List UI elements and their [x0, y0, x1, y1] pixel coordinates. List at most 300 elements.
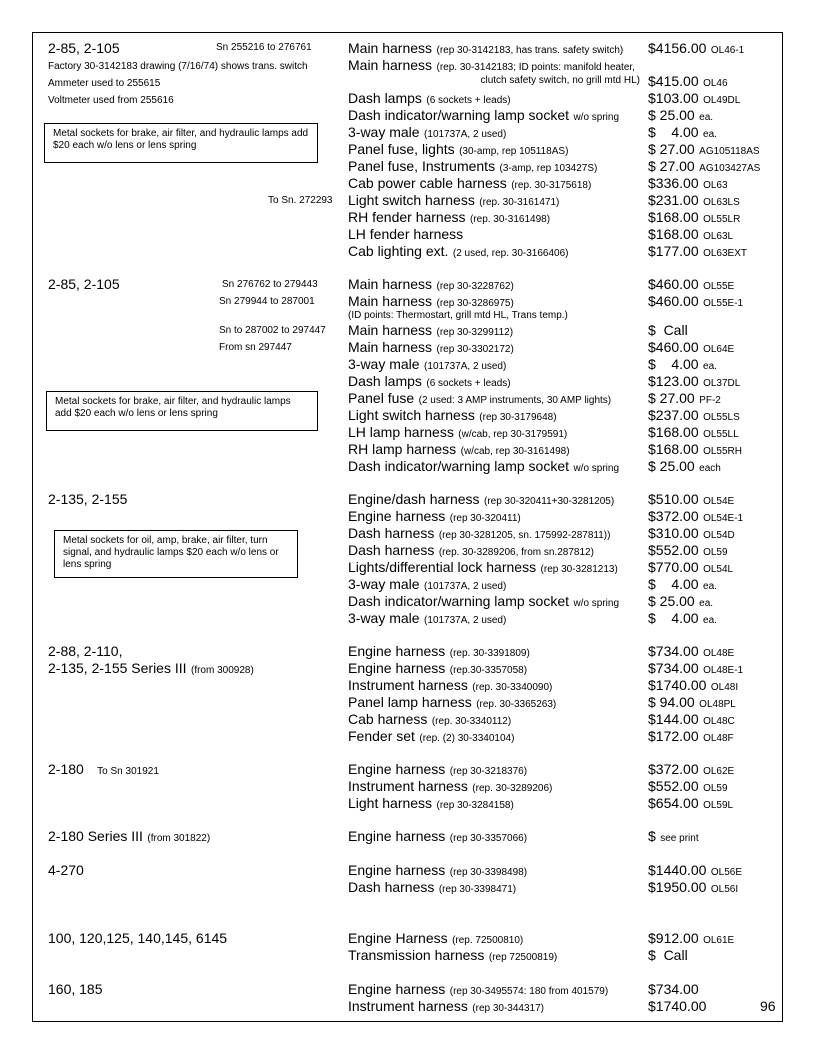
item-price: $ 4.00	[648, 610, 699, 626]
item-detail: (w/cab, rep 30-3179591)	[458, 429, 568, 440]
item-row	[348, 526, 610, 542]
item-code: OL59L	[703, 800, 734, 811]
item-price: $ 27.00	[648, 141, 695, 157]
item-detail: w/o spring	[573, 112, 620, 123]
item-detail: (w/cab, rep 30-3161498)	[460, 446, 570, 457]
item-row	[348, 294, 514, 310]
item-price-cell	[648, 108, 713, 124]
item-price-cell	[648, 880, 738, 896]
item-price: $231.00	[648, 192, 699, 208]
item-row	[348, 244, 569, 260]
item-name: Light harness	[348, 795, 433, 811]
item-detail: w/o spring	[573, 463, 620, 474]
item-price-cell	[648, 779, 728, 795]
item-price-cell	[648, 999, 706, 1015]
item-name: Light switch harness	[348, 192, 475, 208]
item-code: PF-2	[699, 395, 721, 406]
item-price: $460.00	[648, 276, 699, 292]
item-price: $654.00	[648, 795, 699, 811]
item-price: $ 25.00	[648, 458, 695, 474]
item-code: OL55E-1	[703, 298, 744, 309]
item-price-cell	[648, 442, 742, 458]
item-detail: (101737A, 2 used)	[424, 615, 507, 626]
item-detail: (rep 30-320411)	[449, 513, 521, 524]
item-price: $770.00	[648, 559, 699, 575]
item-row	[348, 661, 527, 677]
item-row	[348, 391, 611, 407]
item-row	[348, 357, 506, 373]
item-price-cell	[648, 577, 717, 593]
item-price-cell	[648, 41, 744, 57]
item-price: $372.00	[648, 761, 699, 777]
item-code: OL59	[703, 547, 728, 558]
item-detail-continued: (ID points: Thermostart, grill mtd HL, Trans temp.)	[348, 310, 568, 321]
item-price-cell	[648, 611, 717, 627]
item-price: $1740.00	[648, 998, 707, 1014]
item-price: $177.00	[648, 243, 699, 259]
item-row	[348, 644, 530, 660]
item-price: $734.00	[648, 660, 699, 676]
item-name: Engine harness	[348, 643, 446, 659]
item-name: Dash harness	[348, 879, 435, 895]
item-code: OL37DL	[703, 378, 741, 389]
item-name: RH fender harness	[348, 209, 466, 225]
item-price-cell	[648, 644, 734, 660]
item-price-cell	[648, 159, 760, 175]
item-code: OL49DL	[703, 95, 741, 106]
item-name: Transmission harness	[348, 947, 485, 963]
item-row	[348, 58, 635, 74]
item-price: $ Call	[648, 322, 688, 338]
item-price: $510.00	[648, 491, 699, 507]
item-code: OL61E	[703, 935, 735, 946]
item-name: Dash indicator/warning lamp socket	[348, 593, 569, 609]
item-row	[348, 509, 521, 525]
item-row	[348, 999, 544, 1015]
item-name: Dash lamps	[348, 90, 422, 106]
item-row	[348, 492, 614, 508]
item-price: $552.00	[648, 542, 699, 558]
item-price: $123.00	[648, 373, 699, 389]
section-1-note: Voltmeter used from 255616	[48, 95, 174, 106]
item-detail: (rep 30-3398498)	[449, 867, 528, 878]
item-name: Instrument harness	[348, 998, 468, 1014]
section-6-models: 2-180 Series III	[48, 828, 143, 844]
item-name: Cab harness	[348, 711, 428, 727]
item-name: Engine harness	[348, 508, 446, 524]
item-detail: (rep. 30-3142183; ID points: manifold heater,	[436, 62, 635, 73]
item-price: $ 4.00	[648, 356, 699, 372]
item-name: Dash indicator/warning lamp socket	[348, 458, 569, 474]
item-price-cell	[648, 91, 740, 107]
section-8-models: 100, 120,125, 140,145, 6145	[48, 930, 228, 946]
item-code: ea.	[703, 361, 717, 372]
item-price-cell	[648, 193, 740, 209]
item-price: $ 94.00	[648, 694, 695, 710]
item-row	[348, 829, 527, 845]
item-price-cell	[648, 142, 760, 158]
item-name: Engine harness	[348, 828, 446, 844]
item-price-cell	[648, 340, 734, 356]
item-code: OL64E	[703, 344, 735, 355]
item-code: ea.	[699, 112, 714, 123]
item-name: LH lamp harness	[348, 424, 454, 440]
item-price-cell	[648, 729, 734, 745]
item-code: OL56E	[710, 867, 742, 878]
item-price: $734.00	[648, 981, 699, 997]
item-name: Main harness	[348, 293, 433, 309]
item-detail: (rep 30-3281213)	[540, 564, 618, 575]
item-code: OL55LS	[703, 412, 740, 423]
item-name: Instrument harness	[348, 778, 468, 794]
item-code: each	[699, 463, 721, 474]
section-2-serial-range: From sn 297447	[219, 342, 292, 353]
item-detail: (rep 30-3286975)	[436, 298, 514, 309]
item-price: $415.00	[648, 73, 699, 89]
item-price-cell	[648, 695, 736, 711]
item-detail: (rep. 72500810)	[452, 935, 524, 946]
section-1-note: Ammeter used to 255615	[48, 78, 161, 89]
item-price-cell	[648, 391, 721, 407]
item-price-cell	[648, 526, 735, 542]
item-detail: (2 used, rep. 30-3166406)	[452, 248, 569, 259]
item-price: $1950.00	[648, 879, 707, 895]
section-5-models-line	[48, 762, 159, 778]
item-row	[348, 108, 619, 124]
item-code: OL55LR	[703, 214, 741, 225]
item-name: Cab lighting ext.	[348, 243, 449, 259]
section-4-models-line2	[48, 661, 254, 677]
item-detail: (3-amp, rep 103427S)	[499, 163, 598, 174]
item-row	[348, 779, 552, 795]
item-name: Instrument harness	[348, 677, 468, 693]
item-detail: (rep. 30-3340112)	[431, 716, 512, 727]
item-price: $912.00	[648, 930, 699, 946]
item-name: 3-way male	[348, 124, 420, 140]
item-price: $734.00	[648, 643, 699, 659]
item-row	[348, 695, 556, 711]
item-code: OL48C	[703, 716, 735, 727]
section-6-serial-note: (from 301822)	[147, 833, 211, 844]
item-row	[348, 796, 514, 812]
item-detail: (rep. 30-3289206, from sn.287812)	[438, 547, 594, 558]
item-price-cell	[648, 762, 734, 778]
item-name: Panel fuse, lights	[348, 141, 455, 157]
item-code: OL55E	[703, 281, 735, 292]
section-2-models: 2-85, 2-105	[48, 276, 120, 292]
item-code: OL48I	[710, 682, 739, 693]
item-row	[348, 425, 567, 441]
item-price-cell	[648, 244, 747, 260]
item-detail: (rep. 30-3340090)	[472, 682, 553, 693]
section-5-models: 2-180	[48, 761, 84, 777]
item-row	[348, 91, 511, 107]
item-price-cell	[648, 323, 688, 339]
item-name: 3-way male	[348, 576, 420, 592]
section-1-note: Factory 30-3142183 drawing (7/16/74) shows trans. switch	[48, 61, 308, 72]
item-price: $168.00	[648, 424, 699, 440]
section-3-models: 2-135, 2-155	[48, 491, 128, 507]
item-code: OL55RH	[703, 446, 742, 457]
item-detail: (rep 30-3179648)	[479, 412, 557, 423]
item-name: Dash harness	[348, 542, 435, 558]
item-detail: (rep 30-3299112)	[436, 327, 514, 338]
item-detail: (rep 30-3302172)	[436, 344, 514, 355]
item-row	[348, 611, 506, 627]
item-detail: (rep 30-3357066)	[449, 833, 528, 844]
item-price: $168.00	[648, 209, 699, 225]
item-detail: (rep 30-3281205, sn. 175992-287811))	[438, 530, 611, 541]
item-name: LH fender harness	[348, 226, 464, 242]
item-code: OL56I	[710, 884, 739, 895]
item-row	[348, 193, 559, 209]
item-price-cell	[648, 594, 713, 610]
item-detail: (rep. 30-3161471)	[479, 197, 560, 208]
item-price-cell	[648, 982, 699, 998]
item-name: 3-way male	[348, 610, 420, 626]
item-price-cell	[648, 277, 734, 293]
item-code: OL48E-1	[703, 665, 744, 676]
section-4-models-name: 2-135, 2-155 Series III	[48, 660, 187, 676]
section-2-serial-range: Sn 279944 to 287001	[219, 296, 315, 307]
item-price-cell	[648, 492, 734, 508]
item-code: OL54D	[703, 530, 735, 541]
item-price: $ 25.00	[648, 107, 695, 123]
item-name: Cab power cable harness	[348, 175, 507, 191]
item-detail: (30-amp, rep 105118AS)	[459, 146, 569, 157]
item-detail: (rep 30-3228762)	[436, 281, 514, 292]
item-row	[348, 762, 527, 778]
item-name: Lights/differential lock harness	[348, 559, 537, 575]
item-code: OL48E	[703, 648, 735, 659]
item-price: $237.00	[648, 407, 699, 423]
item-price: $ 27.00	[648, 390, 695, 406]
item-row	[348, 323, 513, 339]
item-row	[348, 594, 619, 610]
section-2-serial-range: Sn to 287002 to 297447	[219, 325, 326, 336]
item-code: OL46	[703, 78, 728, 89]
item-row	[348, 543, 594, 559]
item-price: $144.00	[648, 711, 699, 727]
item-name: Panel fuse	[348, 390, 415, 406]
item-name: Main harness	[348, 57, 433, 73]
item-code: AG103427AS	[699, 163, 761, 174]
item-name: 3-way male	[348, 356, 420, 372]
item-row	[348, 948, 557, 964]
item-detail: (rep 30-3495574: 180 from 401579)	[449, 986, 609, 997]
item-detail: (2 used: 3 AMP instruments, 30 AMP lights)	[418, 395, 612, 406]
item-price: $	[648, 828, 656, 844]
item-row	[348, 712, 511, 728]
item-detail: (101737A, 2 used)	[424, 581, 507, 592]
item-detail: (rep 30-3218376)	[449, 766, 528, 777]
section-2-serial-range: Sn 276762 to 279443	[222, 279, 318, 290]
item-code: AG105118AS	[699, 146, 760, 157]
item-price: $ 4.00	[648, 124, 699, 140]
item-row	[348, 729, 514, 745]
item-price: $1440.00	[648, 862, 707, 878]
item-row	[348, 577, 506, 593]
item-price: $4156.00	[648, 40, 707, 56]
item-price-cell	[648, 294, 743, 310]
item-name: Panel fuse, Instruments	[348, 158, 496, 174]
item-row	[348, 227, 463, 243]
item-price-cell	[648, 829, 699, 845]
item-row	[348, 340, 514, 356]
item-price: $552.00	[648, 778, 699, 794]
item-price-cell	[648, 408, 740, 424]
item-price: $1740.00	[648, 677, 707, 693]
item-row	[348, 982, 608, 998]
item-row	[348, 863, 527, 879]
item-price: $460.00	[648, 339, 699, 355]
item-code: OL46-1	[710, 45, 745, 56]
item-price-cell	[648, 210, 740, 226]
item-row	[348, 931, 523, 947]
item-row	[348, 678, 552, 694]
item-price: $ Call	[648, 947, 688, 963]
item-detail: (6 sockets + leads)	[426, 378, 511, 389]
item-code: OL63EXT	[703, 248, 747, 259]
item-price-cell	[648, 948, 688, 964]
item-code: OL54E-1	[703, 513, 744, 524]
section-4-models: 2-88, 2-110,	[48, 643, 123, 659]
item-name: RH lamp harness	[348, 441, 457, 457]
item-price-cell	[648, 459, 721, 475]
item-row	[348, 142, 568, 158]
item-detail-continued: clutch safety switch, no grill mtd HL)	[480, 75, 640, 86]
section-1-callout: Metal sockets for brake, air filter, and hydraulic lamps add $20 each w/o lens or lens spring	[44, 123, 318, 163]
item-detail: (rep 30-344317)	[472, 1003, 545, 1014]
item-price: $ 25.00	[648, 593, 695, 609]
item-name: Main harness	[348, 339, 433, 355]
item-detail: (rep 30-3284158)	[436, 800, 514, 811]
section-2-callout: Metal sockets for brake, air filter, and hydraulic lamps add $20 each w/o lens or lens spring	[46, 391, 318, 431]
item-detail: (rep. 30-3161498)	[469, 214, 551, 225]
item-name: Engine/dash harness	[348, 491, 480, 507]
item-price: $ 4.00	[648, 576, 699, 592]
item-name: Engine harness	[348, 761, 446, 777]
item-code: OL59	[703, 783, 728, 794]
item-price-cell	[648, 678, 738, 694]
item-price-cell	[648, 863, 742, 879]
item-price-cell	[648, 227, 733, 243]
item-row	[348, 880, 516, 896]
section-5-serial-note: To Sn 301921	[97, 766, 159, 777]
item-code: see print	[660, 833, 699, 844]
item-detail: (rep. 30-3289206)	[472, 783, 553, 794]
item-code: OL62E	[703, 766, 735, 777]
item-code: OL54L	[703, 564, 734, 575]
item-code: ea.	[703, 615, 717, 626]
item-detail: (rep 30-3398471)	[438, 884, 517, 895]
item-code: OL48F	[703, 733, 734, 744]
item-price-cell	[648, 931, 734, 947]
item-code: OL63L	[703, 231, 734, 242]
item-detail: (rep.30-3357058)	[449, 665, 528, 676]
item-name: Light switch harness	[348, 407, 475, 423]
item-name: Engine harness	[348, 862, 446, 878]
item-price: $372.00	[648, 508, 699, 524]
item-price: $310.00	[648, 525, 699, 541]
item-name: Engine Harness	[348, 930, 448, 946]
item-name: Engine harness	[348, 660, 446, 676]
item-detail: (rep. 30-3365263)	[476, 699, 557, 710]
item-code: OL55LL	[703, 429, 739, 440]
item-price: $168.00	[648, 226, 699, 242]
item-row	[348, 277, 514, 293]
item-row	[348, 408, 557, 424]
item-price: $460.00	[648, 293, 699, 309]
item-price: $103.00	[648, 90, 699, 106]
item-row	[348, 442, 570, 458]
section-1-models: 2-85, 2-105	[48, 40, 120, 56]
section-1-serial-range: Sn 255216 to 276761	[216, 42, 312, 53]
item-code: OL63	[703, 180, 728, 191]
item-price-cell	[648, 509, 743, 525]
section-7-models: 4-270	[48, 862, 84, 878]
item-detail: (rep. 30-3391809)	[449, 648, 530, 659]
item-price-cell	[648, 125, 717, 141]
item-price: $ 27.00	[648, 158, 695, 174]
item-name: Engine harness	[348, 981, 446, 997]
item-price-cell	[648, 661, 743, 677]
item-row	[348, 176, 591, 192]
section-1-serial-note: To Sn. 272293	[268, 195, 333, 206]
item-row	[348, 41, 623, 57]
item-price-cell	[648, 796, 733, 812]
item-price-cell	[648, 560, 733, 576]
section-9-models: 160, 185	[48, 981, 103, 997]
item-price: $336.00	[648, 175, 699, 191]
item-code: ea.	[703, 129, 717, 140]
item-name: Dash harness	[348, 525, 435, 541]
item-detail: (rep 72500819)	[488, 952, 558, 963]
section-4-models-note: (from 300928)	[190, 665, 254, 676]
item-price-cell	[648, 543, 728, 559]
item-code: ea.	[699, 598, 714, 609]
item-name: Dash indicator/warning lamp socket	[348, 107, 569, 123]
item-price-cell	[648, 74, 728, 90]
item-code: OL54E	[703, 496, 735, 507]
item-price: $168.00	[648, 441, 699, 457]
item-row	[348, 159, 597, 175]
item-name: Panel lamp harness	[348, 694, 472, 710]
item-detail: (rep. 30-3175618)	[511, 180, 592, 191]
item-name: Fender set	[348, 728, 415, 744]
section-6-models-line	[48, 829, 210, 845]
item-price-cell	[648, 357, 717, 373]
item-row	[348, 125, 506, 141]
item-row	[348, 459, 619, 475]
section-3-callout: Metal sockets for oil, amp, brake, air filter, turn signal, and hydraulic lamps $20 each w/o lens or lens spring	[54, 530, 298, 578]
item-price-cell	[648, 425, 739, 441]
item-detail: (6 sockets + leads)	[426, 95, 511, 106]
item-code: OL48PL	[699, 699, 736, 710]
item-name: Main harness	[348, 40, 433, 56]
item-row	[348, 210, 550, 226]
item-detail: (rep 30-3142183, has trans. safety switch)	[436, 45, 624, 56]
item-price: $172.00	[648, 728, 699, 744]
item-detail: (rep. (2) 30-3340104)	[419, 733, 515, 744]
item-row	[348, 560, 618, 576]
item-detail: w/o spring	[573, 598, 620, 609]
item-price-cell	[648, 712, 735, 728]
item-detail: (rep 30-320411+30-3281205)	[484, 496, 615, 507]
item-row	[348, 374, 511, 390]
item-code: OL63LS	[703, 197, 740, 208]
item-name: Main harness	[348, 322, 433, 338]
